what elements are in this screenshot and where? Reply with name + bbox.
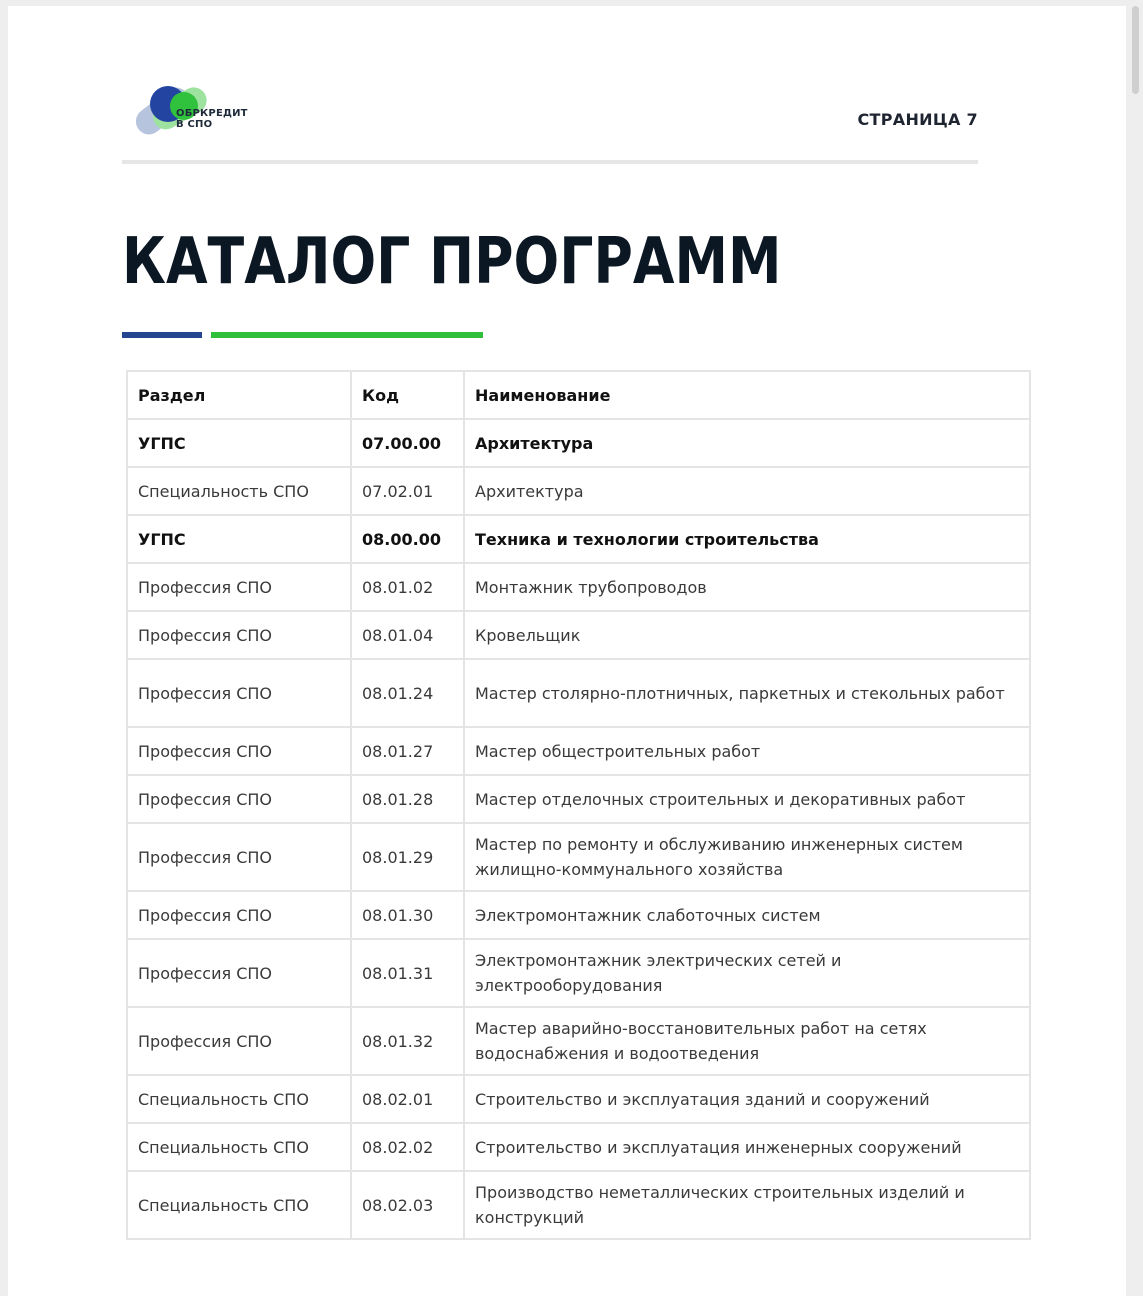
cell-section: Профессия СПО [127,727,351,775]
cell-name: Мастер общестроительных работ [464,727,1030,775]
program-catalog-table [126,370,1031,1240]
cell-name: Архитектура [464,419,1030,467]
cell-code: 08.01.32 [351,1007,464,1075]
cell-code: 08.01.29 [351,823,464,891]
logo-text-line2: В СПО [176,119,213,130]
table-row [127,467,1030,515]
cell-code: 08.00.00 [351,515,464,563]
cell-code: 07.00.00 [351,419,464,467]
cell-code: 08.01.31 [351,939,464,1007]
table-header-row [127,371,1030,419]
table-row [127,563,1030,611]
logo-text-line1: ОБРКРЕДИТ [176,108,248,119]
cell-section: Профессия СПО [127,775,351,823]
page-title: КАТАЛОГ ПРОГРАММ [122,225,782,299]
page-number: СТРАНИЦА 7 [857,110,978,129]
cell-section: Профессия СПО [127,563,351,611]
table-row [127,775,1030,823]
table-row [127,727,1030,775]
cell-section: Профессия СПО [127,611,351,659]
cell-name: Электромонтажник электрических сетей и электрооборудования [464,939,1030,1007]
table-row [127,823,1030,891]
header-divider [122,160,978,164]
cell-code: 08.01.30 [351,891,464,939]
cell-section: Специальность СПО [127,1123,351,1171]
table-row [127,611,1030,659]
cell-name: Мастер аварийно-восстановительных работ на сетях водоснабжения и водоотведения [464,1007,1030,1075]
cell-code: 07.02.01 [351,467,464,515]
header-name: Наименование [464,371,1030,419]
table-row [127,1171,1030,1239]
header-code: Код [351,371,464,419]
cell-code: 08.01.04 [351,611,464,659]
cell-code: 08.02.02 [351,1123,464,1171]
cell-code: 08.01.28 [351,775,464,823]
cell-section: Профессия СПО [127,891,351,939]
scrollbar-thumb[interactable] [1132,6,1139,94]
cell-code: 08.02.03 [351,1171,464,1239]
table-row [127,939,1030,1007]
cell-code: 08.01.27 [351,727,464,775]
table-row [127,515,1030,563]
logo [128,76,258,136]
table-row [127,1075,1030,1123]
cell-section: Профессия СПО [127,659,351,727]
title-underline-blue [122,332,202,338]
title-underline-green [211,332,483,338]
table-row [127,1123,1030,1171]
cell-name: Мастер отделочных строительных и декоративных работ [464,775,1030,823]
cell-code: 08.02.01 [351,1075,464,1123]
logo-text [176,108,248,130]
table-row [127,659,1030,727]
cell-code: 08.01.02 [351,563,464,611]
cell-name: Архитектура [464,467,1030,515]
cell-name: Мастер столярно-плотничных, паркетных и стекольных работ [464,659,1030,727]
cell-name: Мастер по ремонту и обслуживанию инженерных систем жилищно-коммунального хозяйства [464,823,1030,891]
table-row [127,419,1030,467]
cell-name: Электромонтажник слаботочных систем [464,891,1030,939]
cell-section: УГПС [127,419,351,467]
cell-section: Специальность СПО [127,1171,351,1239]
cell-name: Строительство и эксплуатация зданий и сооружений [464,1075,1030,1123]
cell-code: 08.01.24 [351,659,464,727]
cell-section: УГПС [127,515,351,563]
table-row [127,891,1030,939]
cell-section: Профессия СПО [127,939,351,1007]
table-row [127,1007,1030,1075]
cell-name: Производство неметаллических строительных изделий и конструкций [464,1171,1030,1239]
cell-name: Техника и технологии строительства [464,515,1030,563]
cell-section: Профессия СПО [127,823,351,891]
program-catalog-table-wrapper [126,370,1029,1240]
cell-name: Монтажник трубопроводов [464,563,1030,611]
header-section: Раздел [127,371,351,419]
page-header [122,70,978,160]
cell-name: Кровельщик [464,611,1030,659]
cell-section: Специальность СПО [127,467,351,515]
cell-section: Специальность СПО [127,1075,351,1123]
cell-section: Профессия СПО [127,1007,351,1075]
cell-name: Строительство и эксплуатация инженерных сооружений [464,1123,1030,1171]
